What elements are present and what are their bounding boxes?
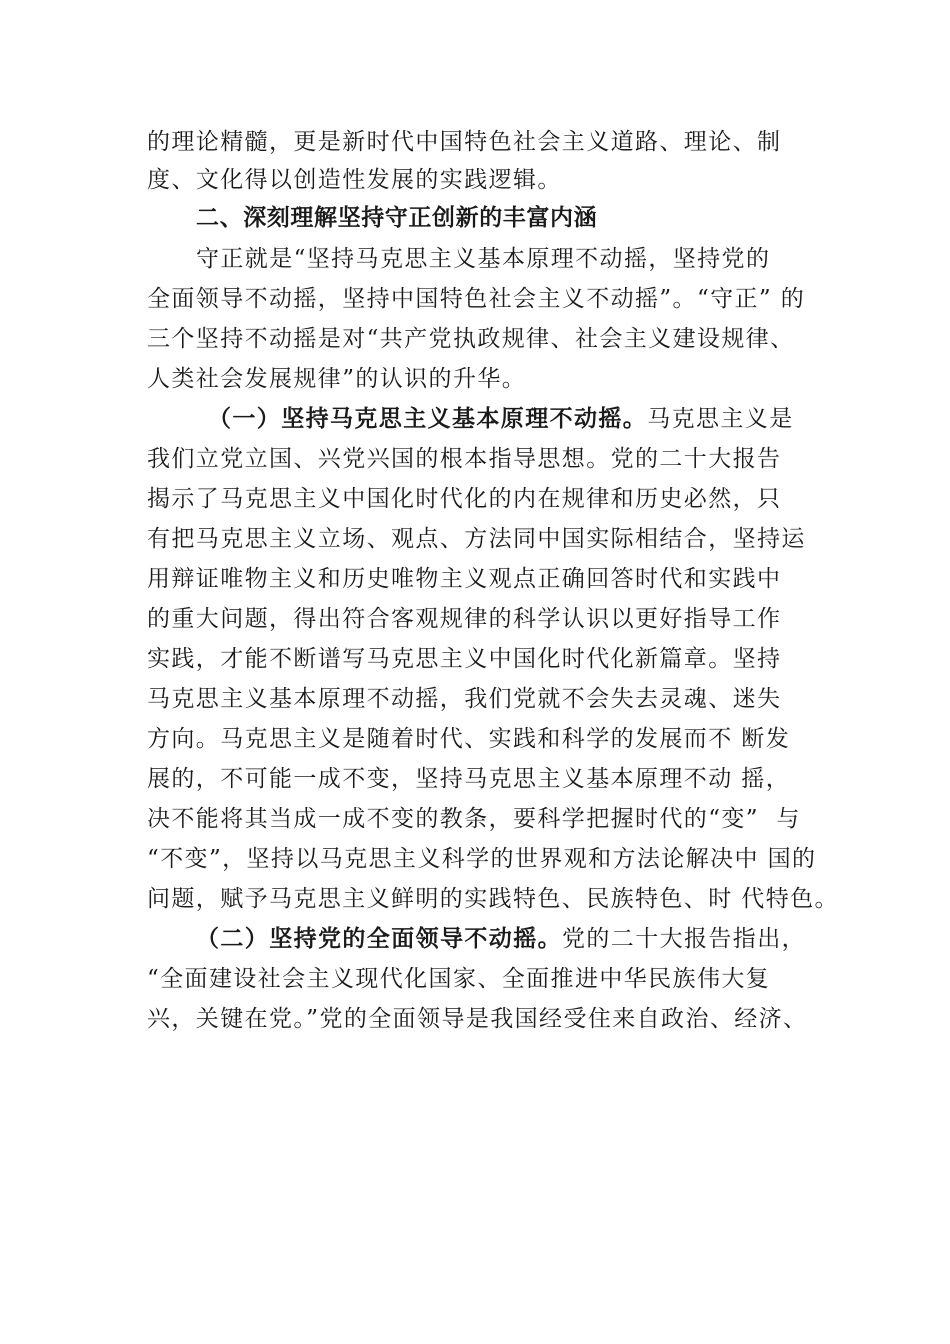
subsection-first-line: [208, 404, 794, 434]
body-text-line: 方向。马克思主义是随着时代、实践和科学的发展而不 断发: [147, 726, 791, 752]
body-text-line: 人类社会发展规律”的认识的升华。: [147, 366, 527, 392]
body-text: 党的二十大报告指出，: [562, 926, 806, 952]
body-text-line: “不变”，坚持以马克思主义科学的世界观和方法论解决中 国的: [147, 846, 817, 872]
body-text-line: 我们立党立国、兴党兴国的根本指导思想。党的二十大报告: [147, 446, 782, 472]
body-text-line: 守正就是“坚持马克思主义基本原理不动摇，坚持党的: [196, 246, 771, 272]
body-text-line: 度、文化得以创造性发展的实践逻辑。: [147, 167, 562, 193]
body-text-line: 的重大问题，得出符合客观规律的科学认识以更好指导工作: [147, 606, 782, 632]
body-text: 马克思主义是: [647, 406, 794, 432]
body-text-line: 有把马克思主义立场、观点、方法同中国实际相结合，坚持运: [147, 526, 806, 552]
body-text-line: 的理论精髓，更是新时代中国特色社会主义道路、理论、制: [147, 129, 782, 155]
body-text-line: 问题，赋予马克思主义鲜明的实践特色、民族特色、时 代特色。: [147, 886, 839, 912]
section-heading: 二、深刻理解坚持守正创新的丰富内涵: [196, 205, 598, 231]
body-text-line: 三个坚持不动摇是对“共产党执政规律、社会主义建设规律、: [147, 326, 795, 352]
body-text-line: 全面领导不动摇，坚持中国特色社会主义不动摇”。“守正” 的: [147, 286, 806, 312]
body-text-line: 用辩证唯物主义和历史唯物主义观点正确回答时代和实践中: [147, 566, 782, 592]
body-text-line: 马克思主义基本原理不动摇，我们党就不会失去灵魂、迷失: [147, 686, 782, 712]
subsection-heading: （二）坚持党的全面领导不动摇。: [196, 925, 562, 952]
body-text-line: 决不能将其当成一成不变的教条，要科学把握时代的“变” 与: [147, 806, 801, 832]
body-text-line: 揭示了马克思主义中国化时代化的内在规律和历史必然，只: [147, 486, 782, 512]
body-text-line: 展的，不可能一成不变，坚持马克思主义基本原理不动 摇，: [147, 766, 791, 792]
subsection-heading: （一）坚持马克思主义基本原理不动摇。: [208, 405, 648, 432]
subsection-first-line: [196, 924, 806, 954]
body-text-line: 实践，才能不断谱写马克思主义中国化时代化新篇章。坚持: [147, 646, 782, 672]
body-text-line: “全面建设社会主义现代化国家、全面推进中华民族伟大复: [147, 966, 771, 992]
body-text-line: 兴，关键在党。”党的全面领导是我国经受住来自政治、经济、: [147, 1006, 808, 1032]
